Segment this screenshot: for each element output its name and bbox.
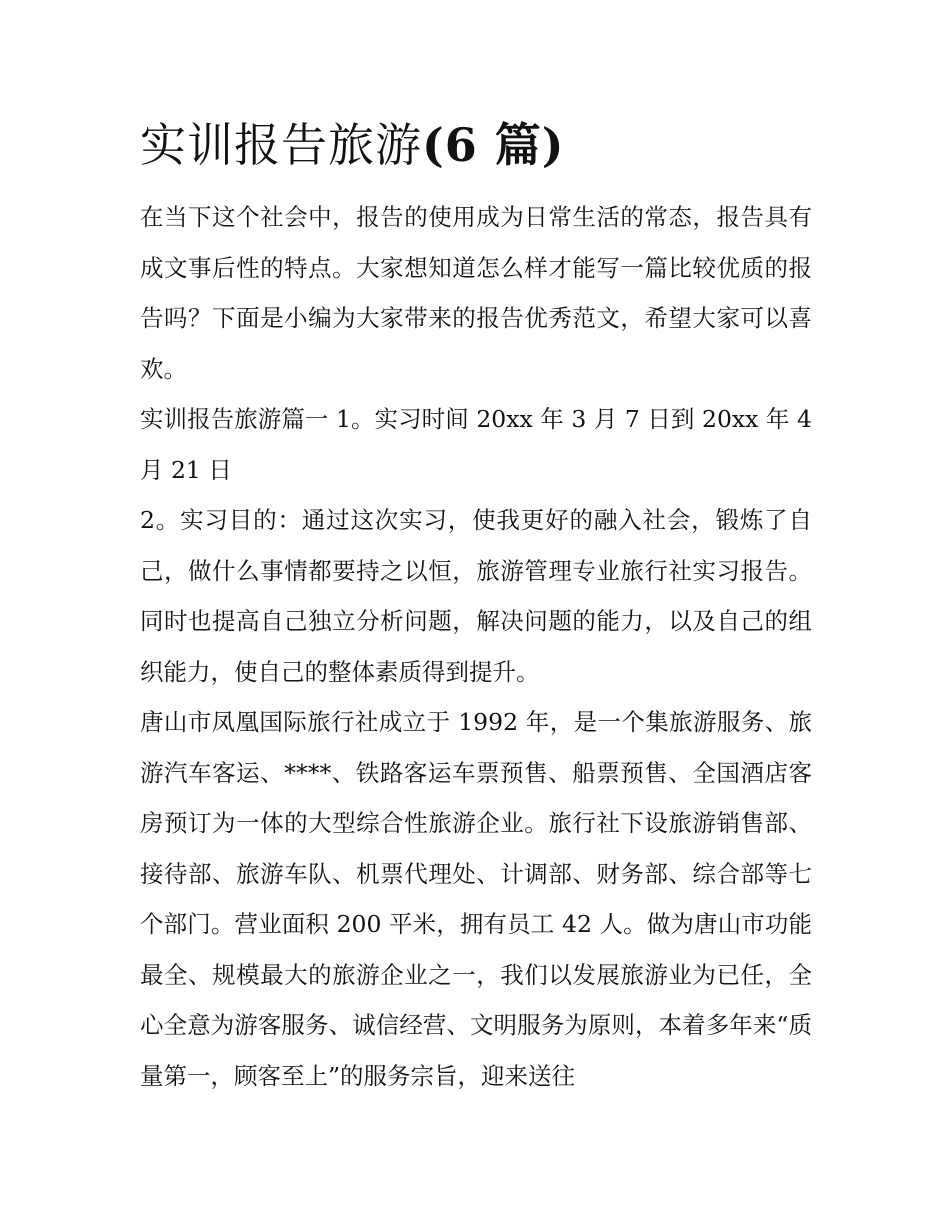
document-title-suffix: (6 篇) [422, 118, 565, 172]
internship-time-paragraph: 实训报告旅游篇一 1。实习时间 20xx 年 3 月 7 日到 20xx 年 4 月 21 日 [140, 405, 812, 484]
document-body [140, 112, 812, 1101]
intro-paragraph: 在当下这个社会中，报告的使用成为日常生活的常态，报告具有成文事后性的特点。大家想知道怎么样才能写一篇比较优质的报告吗？下面是小编为大家带来的报告优秀范文，希望大家可以喜欢。 [140, 203, 812, 383]
document-title-main: 实训报告旅游 [140, 118, 422, 172]
document-title [140, 112, 812, 178]
agency-intro-paragraph: 唐山市凤凰国际旅行社成立于 1992 年，是一个集旅游服务、旅游汽车客运、****、铁路客运车票预售、船票预售、全国酒店客房预订为一体的大型综合性旅游企业。旅行社下设旅游销售部、接待部、旅游车队、机票代理处、计调部、财务部、综合部等七个部门。营业面积 200 平米，拥有员工 42 人。做为唐山市功能最全、规模最大的旅游企业之一，我们以发展旅游业为已任，全心全意为游客服务、诚信经营、文明服务为原则，本着多年来“质量第一，顾客至上”的服务宗旨，迎来送往 [140, 708, 812, 1090]
internship-purpose-paragraph: 2。实习目的：通过这次实习，使我更好的融入社会，锻炼了自己，做什么事情都要持之以恒，旅游管理专业旅行社实习报告。同时也提高自己独立分析问题，解决问题的能力，以及自己的组织能力，使自己的整体素质得到提升。 [140, 506, 812, 686]
